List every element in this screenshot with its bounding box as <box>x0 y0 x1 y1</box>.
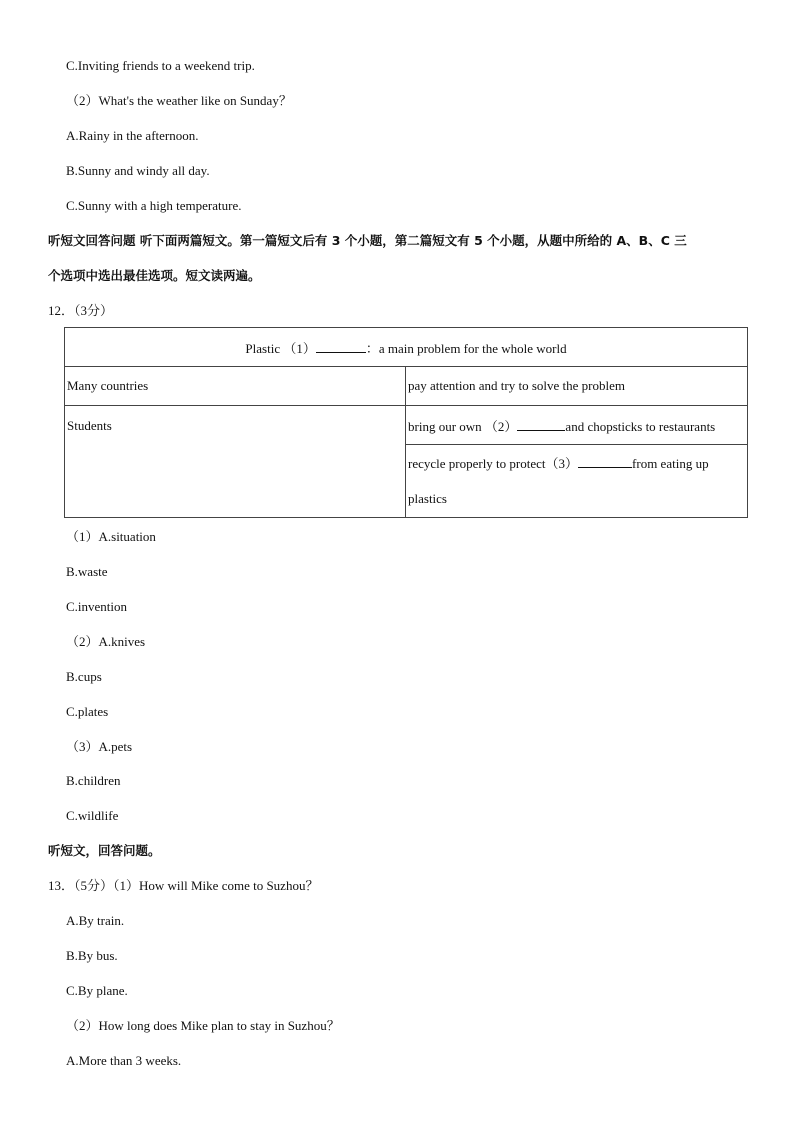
question-number: 12．（3分） <box>48 303 114 318</box>
table-cell: pay attention and try to solve the problem <box>406 367 748 406</box>
option-text: A.By train. <box>66 913 125 928</box>
option-text: B.cups <box>66 669 102 684</box>
option-text: （2）A.knives <box>66 634 146 649</box>
table-cell-text: and chopsticks to restaurants <box>565 418 716 434</box>
option-text: C.plates <box>66 704 109 719</box>
table-cell-text: bring our own （2） <box>408 418 518 434</box>
option-text: B.Sunny and windy all day. <box>66 163 210 178</box>
question-text: （2）What's the weather like on Sunday？ <box>66 93 292 108</box>
option-text: B.waste <box>66 564 108 579</box>
option-text: （1）A.situation <box>66 529 156 544</box>
option-text: C.Inviting friends to a weekend trip. <box>66 58 255 73</box>
table-cell: Many countries <box>65 367 406 406</box>
section-instruction: 听短文回答问题 听下面两篇短文。第一篇短文后有 3 个小题，第二篇短文有 5 个小题，从题中所给的 A、B、C 三 <box>48 233 687 248</box>
table-cell: Students <box>65 406 406 518</box>
option-text: A.More than 3 weeks. <box>66 1053 182 1068</box>
answer-blank <box>316 340 366 353</box>
section-instruction: 听短文，回答问题。 <box>48 843 161 858</box>
option-text: C.wildlife <box>66 808 119 823</box>
question-text: 13．（5分）（1）How will Mike come to Suzhou？ <box>48 878 319 893</box>
option-text: （3）A.pets <box>66 739 133 754</box>
option-text: C.By plane. <box>66 983 128 998</box>
table-cell-text: from eating up <box>632 456 709 471</box>
option-text: B.children <box>66 773 121 788</box>
question-table <box>64 327 748 518</box>
option-text: C.Sunny with a high temperature. <box>66 198 242 213</box>
table-header <box>65 328 748 367</box>
table-cell <box>406 445 748 518</box>
option-text: A.Rainy in the afternoon. <box>66 128 199 143</box>
option-text: B.By bus. <box>66 948 118 963</box>
option-text: C.invention <box>66 599 128 614</box>
question-text: （2）How long does Mike plan to stay in Suzhou？ <box>66 1018 340 1033</box>
table-header-text: Plastic （1） <box>245 340 316 356</box>
table-cell-text: plastics <box>408 491 447 506</box>
table-header-text: ：a main problem for the whole world <box>365 340 567 356</box>
table-cell-text: recycle properly to protect（3） <box>408 456 579 471</box>
answer-blank <box>578 455 632 468</box>
answer-blank <box>517 418 565 431</box>
table-cell <box>406 406 748 445</box>
section-instruction: 个选项中选出最佳选项。短文读两遍。 <box>48 268 261 283</box>
